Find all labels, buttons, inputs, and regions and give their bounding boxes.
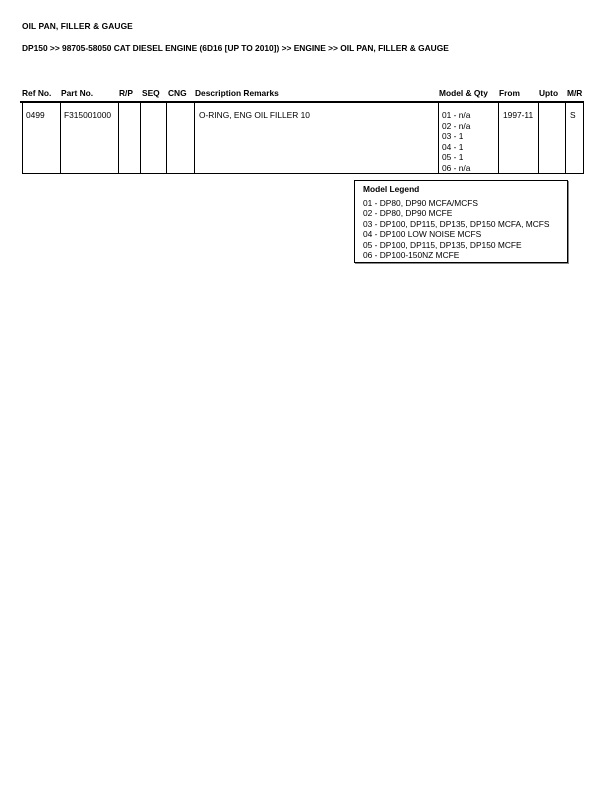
grid-line — [118, 103, 119, 173]
grid-line — [194, 103, 195, 173]
grid-line — [565, 103, 566, 173]
legend-title: Model Legend — [363, 184, 420, 194]
model-qty-line: 04 - 1 — [442, 141, 464, 152]
legend-item: 01 - DP80, DP90 MCFA/MCFS — [363, 197, 478, 208]
legend-item: 04 - DP100 LOW NOISE MCFS — [363, 229, 482, 239]
grid-line — [538, 103, 539, 173]
model-qty-line: 02 - n/a — [442, 120, 471, 131]
model-qty-line: 01 - n/a — [442, 110, 471, 120]
grid-line — [140, 103, 141, 173]
header-part-no: Part No. — [61, 88, 94, 98]
cell-from: 1997-11 — [503, 110, 534, 120]
header-rule — [20, 101, 584, 103]
legend-item: 02 - DP80, DP90 MCFE — [363, 208, 453, 218]
grid-line — [22, 103, 23, 173]
grid-line — [438, 103, 439, 173]
header-rp: R/P — [119, 88, 133, 98]
grid-line — [166, 103, 167, 173]
header-model-qty: Model & Qty — [439, 88, 488, 98]
header-cng: CNG — [168, 88, 187, 98]
header-description: Description Remarks — [195, 88, 279, 98]
cell-description: O-RING, ENG OIL FILLER 10 — [199, 110, 310, 120]
cell-part-no: F315001000 — [64, 110, 112, 120]
header-upto: Upto — [539, 88, 559, 98]
model-legend — [354, 180, 568, 263]
header-seq: SEQ — [142, 88, 160, 98]
legend-item: 06 - DP100-150NZ MCFE — [363, 250, 460, 260]
legend-item: 05 - DP100, DP115, DP135, DP150 MCFE — [363, 239, 522, 250]
cell-mr: S — [570, 110, 576, 120]
cell-ref-no: 0499 — [26, 110, 45, 120]
page-title: OIL PAN, FILLER & GAUGE — [22, 21, 133, 31]
legend-item: 03 - DP100, DP115, DP135, DP150 MCFA, MCFS — [363, 218, 550, 229]
row-bottom-line — [22, 173, 584, 174]
grid-line — [60, 103, 61, 173]
header-from: From — [499, 88, 520, 98]
header-mr: M/R — [567, 88, 583, 98]
model-qty-line: 05 - 1 — [442, 152, 464, 162]
model-qty-line: 06 - n/a — [442, 162, 471, 173]
breadcrumb: DP150 >> 98705-58050 CAT DIESEL ENGINE (6D16 [UP TO 2010]) >> ENGINE >> OIL PAN, FILLER & GAUGE — [22, 43, 449, 53]
header-ref-no: Ref No. — [22, 88, 52, 98]
grid-line — [583, 103, 584, 173]
cell-model-qty — [442, 110, 470, 173]
model-qty-line: 03 - 1 — [442, 131, 464, 141]
grid-line — [498, 103, 499, 173]
